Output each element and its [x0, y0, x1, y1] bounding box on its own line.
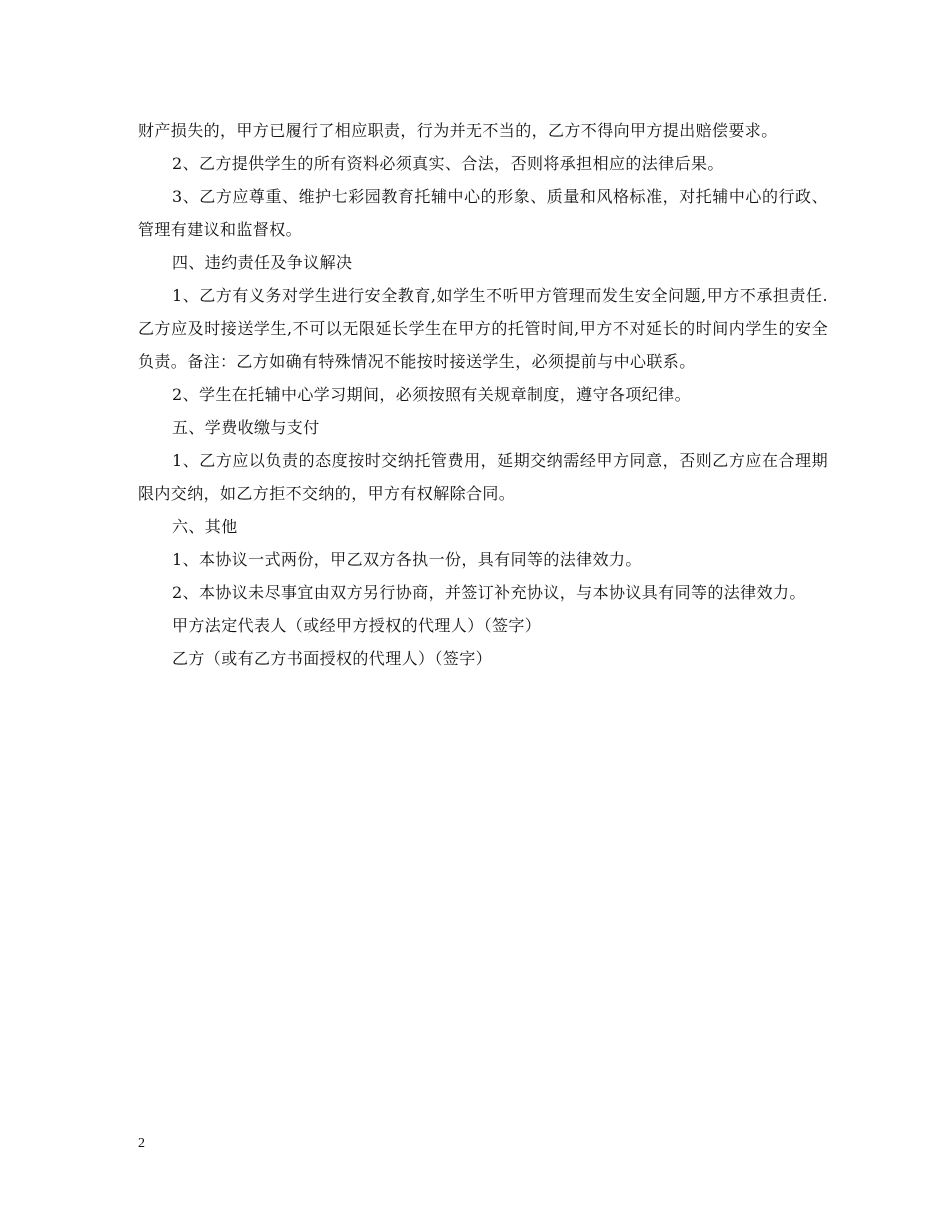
paragraph-clause-3-respect: 3、乙方应尊重、维护七彩园教育托辅中心的形象、质量和风格标准，对托辅中心的行政、管理有建议和监督权。	[138, 187, 828, 239]
section-heading-liability: 四、违约责任及争议解决	[172, 253, 353, 272]
paragraph-fees-1: 1、乙方应以负责的态度按时交纳托管费用，延期交纳需经甲方同意，否则乙方应在合理期限内交纳，如乙方拒不交纳的，甲方有权解除合同。	[138, 451, 828, 503]
page-number: 2	[138, 1136, 145, 1151]
paragraph-continuation: 财产损失的，甲方已履行了相应职责，行为并无不当的，乙方不得向甲方提出赔偿要求。	[138, 121, 778, 140]
paragraph-liability-1: 1、乙方有义务对学生进行安全教育,如学生不听甲方管理而发生安全问题,甲方不承担责任.乙方应及时接送学生,不可以无限延长学生在甲方的托管时间,甲方不对延长的时间内学生的安全负责。备注：乙方如确有特殊情况不能按时接送学生，必须提前与中心联系。	[138, 286, 828, 371]
paragraph-liability-2: 2、学生在托辅中心学习期间，必须按照有关规章制度，遵守各项纪律。	[172, 385, 691, 404]
signature-line-party-b: 乙方（或有乙方书面授权的代理人）（签字）	[172, 649, 493, 668]
section-heading-fees: 五、学费收缴与支付	[172, 418, 320, 437]
document-body	[138, 114, 828, 675]
section-heading-other: 六、其他	[172, 517, 238, 536]
signature-line-party-a: 甲方法定代表人（或经甲方授权的代理人）（签字）	[172, 616, 542, 635]
paragraph-other-2: 2、本协议未尽事宜由双方另行协商，并签订补充协议，与本协议具有同等的法律效力。	[172, 583, 806, 602]
paragraph-clause-2-materials: 2、乙方提供学生的所有资料必须真实、合法，否则将承担相应的法律后果。	[172, 154, 724, 173]
paragraph-other-1: 1、本协议一式两份，甲乙双方各执一份，具有同等的法律效力。	[172, 550, 642, 569]
